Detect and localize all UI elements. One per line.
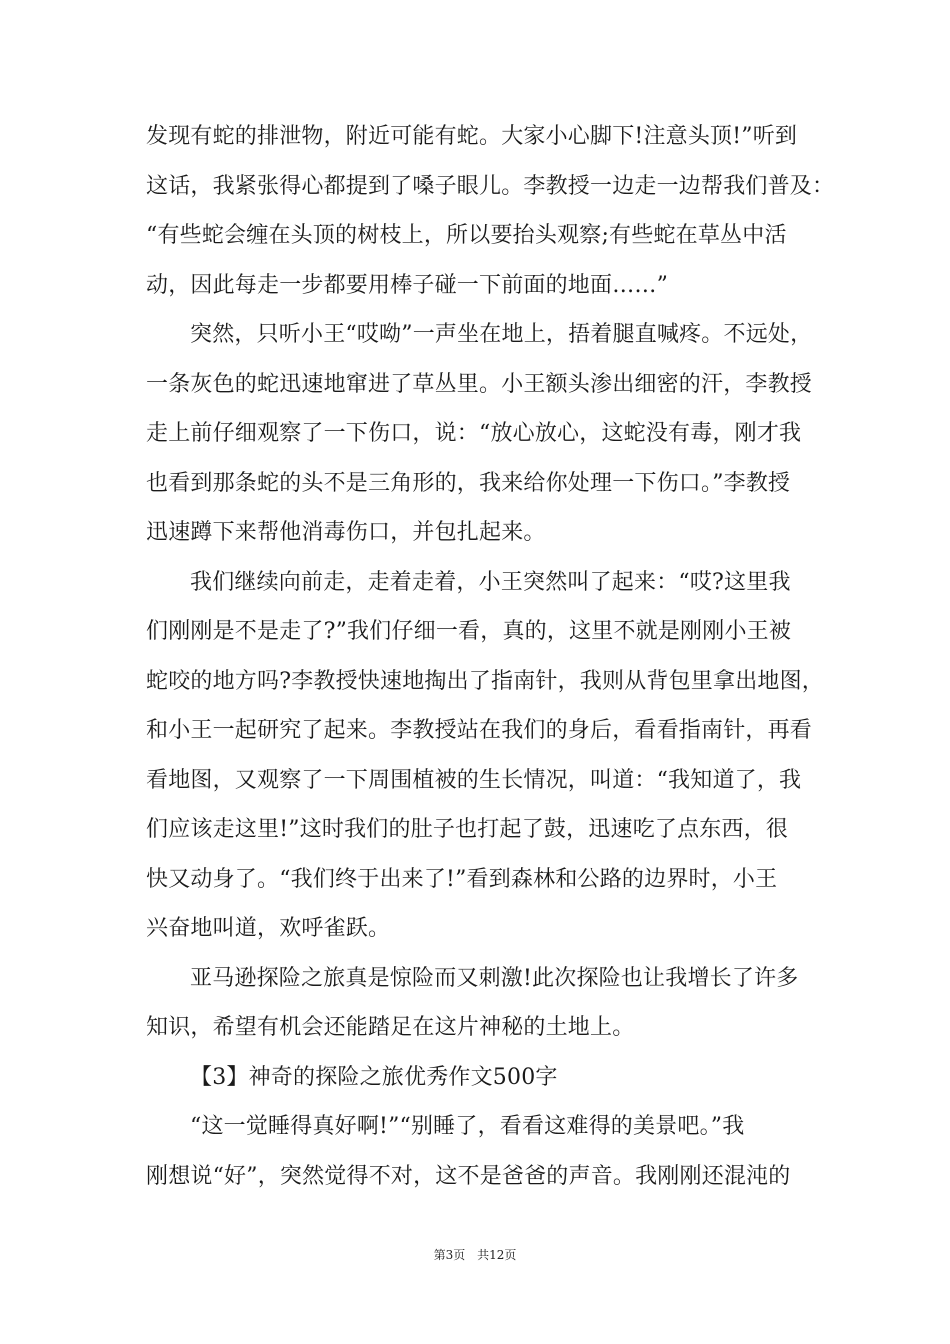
text-line: 走上前仔细观察了一下伤口，说：“放心放心，这蛇没有毒，刚才我 xyxy=(146,421,802,446)
text-line: 动，因此每走一步都要用棒子碰一下前面的地面……” xyxy=(146,272,669,298)
text-line: 亚马逊探险之旅真是惊险而又刺激!此次探险也让我增长了许多 xyxy=(190,965,799,991)
text-line: 们应该走这里!”这时我们的肚子也打起了鼓，迅速吃了点东西，很 xyxy=(146,817,789,842)
page-total: 共12页 xyxy=(477,1248,517,1262)
text-line: 【3】神奇的探险之旅优秀作文500字 xyxy=(190,1064,558,1090)
text-line: 和小王一起研究了起来。李教授站在我们的身后，看看指南针，再看 xyxy=(146,718,813,743)
text-line: 快又动身了。“我们终于出来了!”看到森林和公路的边界时，小王 xyxy=(146,866,778,892)
text-line: 迅速蹲下来帮他消毒伤口，并包扎起来。 xyxy=(146,520,546,545)
text-line: 知识，希望有机会还能踏足在这片神秘的土地上。 xyxy=(146,1015,635,1040)
text-line: “有些蛇会缠在头顶的树枝上，所以要抬头观察;有些蛇在草丛中活 xyxy=(146,223,787,248)
text-line: 们刚刚是不是走了?”我们仔细一看，真的，这里不就是刚刚小王被 xyxy=(146,619,792,644)
text-line: 突然，只听小王“哎呦”一声坐在地上，捂着腿直喊疼。不远处， xyxy=(190,322,813,347)
text-line: 看地图，又观察了一下周围植被的生长情况，叫道：“我知道了，我 xyxy=(146,767,802,793)
document-body xyxy=(146,112,835,1201)
text-line: 我们继续向前走，走着走着，小王突然叫了起来：“哎?这里我 xyxy=(190,569,791,595)
text-line: 蛇咬的地方吗?李教授快速地掏出了指南针，我则从背包里拿出地图， xyxy=(146,668,824,694)
text-line: 刚想说“好”，突然觉得不对，这不是爸爸的声音。我刚刚还混沌的 xyxy=(146,1163,791,1189)
text-line: 发现有蛇的排泄物，附近可能有蛇。大家小心脚下!注意头顶!”听到 xyxy=(146,124,798,149)
text-line: 也看到那条蛇的头不是三角形的，我来给你处理一下伤口。”李教授 xyxy=(146,470,791,496)
page-number: 第3页 xyxy=(433,1248,466,1262)
text-line: 这话，我紧张得心都提到了嗓子眼儿。李教授一边走一边帮我们普及： xyxy=(146,173,835,199)
text-line: 兴奋地叫道，欢呼雀跃。 xyxy=(146,916,391,941)
page-footer xyxy=(0,1246,950,1263)
text-line: 一条灰色的蛇迅速地窜进了草丛里。小王额头渗出细密的汗，李教授 xyxy=(146,371,813,397)
text-line: “这一觉睡得真好啊!”“别睡了，看看这难得的美景吧。”我 xyxy=(190,1114,745,1139)
